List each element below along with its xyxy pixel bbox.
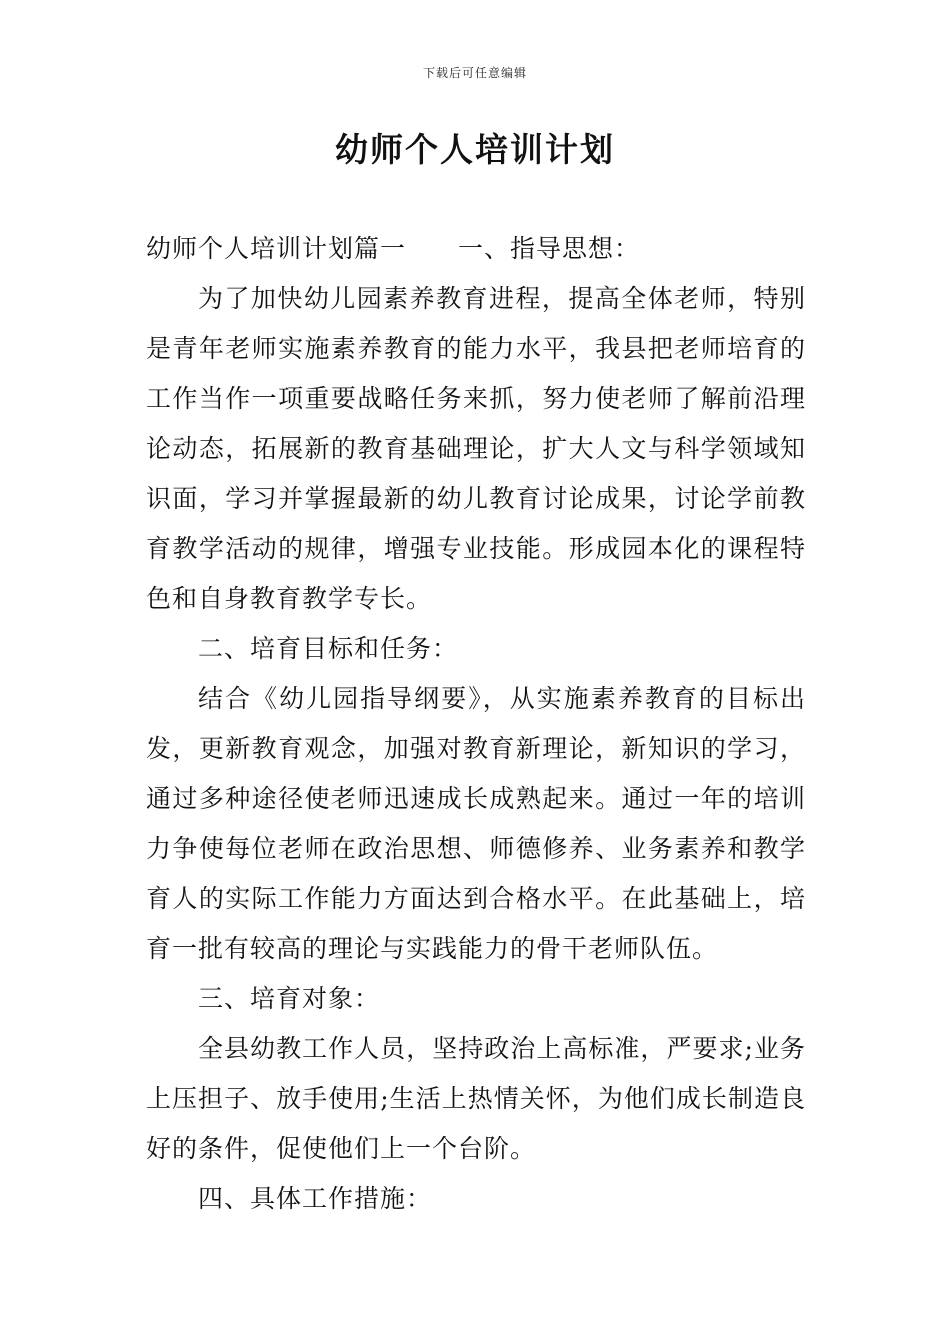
first-line <box>146 224 806 274</box>
paragraph-goals: 结合《幼儿园指导纲要》，从实施素养教育的目标出发，更新教育观念，加强对教育新理论，新知识的学习，通过多种途径使老师迅速成长成熟起来。通过一年的培训力争使每位老师在政治思想、师德修养、业务素养和教学育人的实际工作能力方面达到合格水平。在此基础上，培育一批有较高的理论与实践能力的骨干老师队伍。 <box>146 684 806 963</box>
paragraph-targets: 全县幼教工作人员，坚持政治上高标准，严要求;业务上压担子、放手使用;生活上热情关怀，为他们成长制造良好的条件，促使他们上一个台阶。 <box>146 1034 806 1163</box>
document-body <box>146 224 806 1224</box>
document-title: 幼师个人培训计划 <box>335 130 615 169</box>
paragraph-guiding-thought: 为了加快幼儿园素养教育进程，提高全体老师，特别是青年老师实施素养教育的能力水平，我县把老师培育的工作当作一项重要战略任务来抓，努力使老师了解前沿理论动态，拓展新的教育基础理论，扩大人文与科学领域知识面，学习并掌握最新的幼儿教育讨论成果，讨论学前教育教学活动的规律，增强专业技能。形成园本化的课程特色和自身教育教学专长。 <box>146 284 806 613</box>
header-note: 下载后可任意编辑 <box>422 66 527 80</box>
section-heading-label: 幼师个人培训计划篇一 <box>146 234 407 263</box>
section-heading-measures: 四、具体工作措施： <box>198 1184 433 1213</box>
section-heading-guiding-thought: 一、指导思想： <box>458 234 641 263</box>
section-heading-targets: 三、培育对象： <box>198 984 381 1013</box>
section-heading-goals: 二、培育目标和任务： <box>198 634 459 663</box>
